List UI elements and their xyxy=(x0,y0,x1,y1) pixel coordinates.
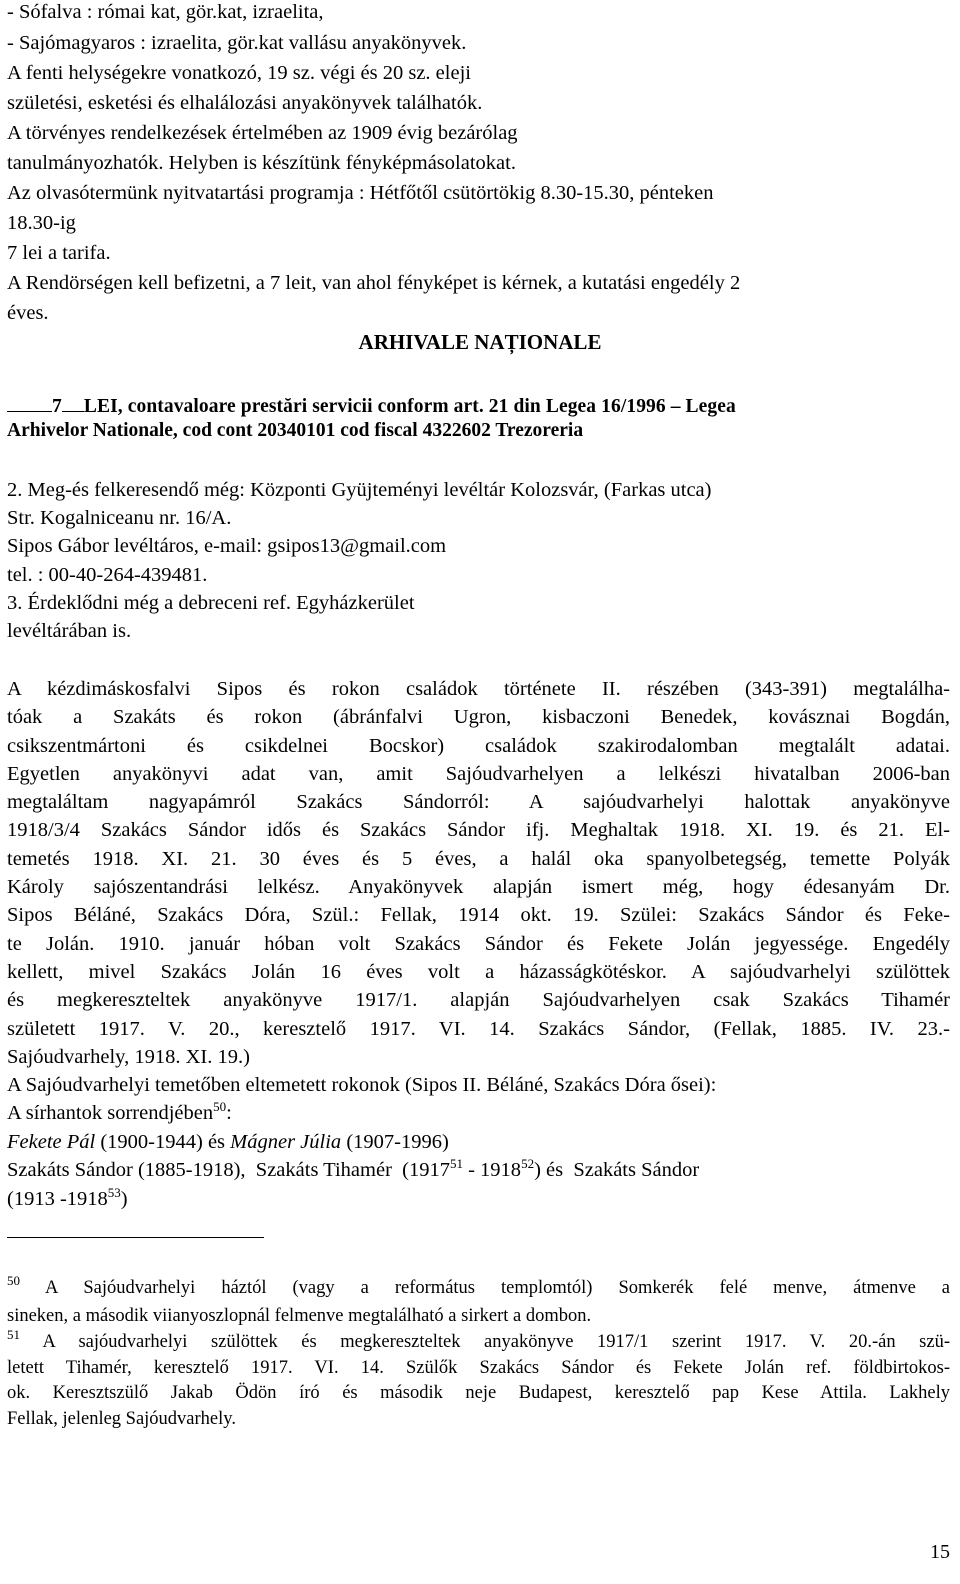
paragraph-line: Károly sajószentandrási lelkész. Anyakönyvek alapján ismert még, hogy édesanyám Dr. xyxy=(7,876,950,898)
archive-fee-number: 7 xyxy=(52,396,62,417)
footnote-line: letett Tihamér, keresztelő 1917. VI. 14. Szülők Szakács Sándor és Fekete Jolán ref. földbirtokos- xyxy=(7,1358,950,1378)
paragraph-line: 1918/3/4 Szakács Sándor idős és Szakács Sándor ifj. Meghaltak 1918. XI. 19. és 21. El- xyxy=(7,819,950,841)
paragraph-line: te Jolán. 1910. január hóban volt Szakács Sándor és Fekete Jolán jegyessége. Engedély xyxy=(7,933,950,955)
text-line: 18.30-ig xyxy=(7,212,76,234)
text-line: éves. xyxy=(7,302,49,324)
footnote-text: A sajóudvarhelyi szülöttek és megkereszteltek anyakönyve 1917/1 szerint 1917. V. 20.-án szü- xyxy=(20,1332,950,1352)
blank-underline xyxy=(62,391,84,412)
page-number: 15 xyxy=(930,1541,950,1563)
text-line xyxy=(7,1101,232,1125)
paragraph-line: csikszentmártoni és csikdelnei Bocskor) családok szakirodalomban megtalált adatai. xyxy=(7,735,950,757)
text-line: - Sófalva : római kat, gör.kat, izraelita, xyxy=(7,1,324,23)
grave-text: - 1918 xyxy=(462,1159,522,1181)
grave-line xyxy=(7,1158,950,1182)
archive-line xyxy=(7,391,736,419)
years-text: (1907-1996) xyxy=(341,1131,449,1153)
footnote-ref[interactable]: 53 xyxy=(107,1185,121,1200)
text-line: 7 lei a tarifa. xyxy=(7,242,111,264)
text-line: tel. : 00-40-264-439481. xyxy=(7,564,208,586)
footnote-ref[interactable]: 51 xyxy=(449,1156,463,1171)
person-name: Fekete Pál xyxy=(7,1131,96,1153)
text-line: A törvényes rendelkezések értelmében az 1909 évig bezárólag xyxy=(7,122,518,144)
footnote-ref[interactable]: 50 xyxy=(213,1099,227,1114)
footnote-line xyxy=(7,1327,950,1353)
paragraph-line: temetés 1918. XI. 21. 30 éves és 5 éves, a halál oka spanyolbetegség, temette Polyák xyxy=(7,848,950,870)
text-line: A Sajóudvarhelyi temetőben eltemetett rokonok (Sipos II. Béláné, Szakács Dóra ősei): xyxy=(7,1074,717,1096)
grave-line xyxy=(7,1187,128,1211)
text-line: 2. Meg-és felkeresendő még: Központi Gyüjteményi levéltár Kolozsvár, (Farkas utca) xyxy=(7,479,712,501)
archive-title: ARHIVALE NAȚIONALE xyxy=(358,330,602,354)
paragraph-line: tóak a Szakáts és rokon (ábránfalvi Ugron, kisbaczoni Benedek, kovásznai Bogdán, xyxy=(7,706,950,728)
paragraph-line: A kézdimáskosfalvi Sipos és rokon családok története II. részében (343-391) megtalálha- xyxy=(7,678,950,700)
footnote-ref[interactable]: 52 xyxy=(521,1156,535,1171)
grave-text: ) és Szakáts Sándor xyxy=(534,1159,700,1181)
paragraph-line: és megkereszteltek anyakönyve 1917/1. alapján Sajóudvarhelyen csak Szakács Tihamér xyxy=(7,989,950,1011)
text-line: - Sajómagyaros : izraelita, gör.kat vallásu anyakönyvek. xyxy=(7,32,467,54)
paragraph-line: megtaláltam nagyapámról Szakács Sándorról: A sajóudvarhelyi halottak anyakönyve xyxy=(7,791,950,813)
footnote-number: 50 xyxy=(7,1273,20,1288)
person-name: Mágner Júlia xyxy=(230,1131,342,1153)
footnote-line: sineken, a második viianyoszlopnál felmenve megtalálható a sirkert a dombon. xyxy=(7,1306,592,1326)
order-text: A sírhantok sorrendjében xyxy=(7,1102,214,1124)
footnote-number: 51 xyxy=(7,1327,20,1342)
text-line: születési, esketési és elhalálozási anyakönyvek találhatók. xyxy=(7,92,483,114)
text-line: A Rendörségen kell befizetni, a 7 leit, van ahol fényképet is kérnek, a kutatási engedély 2 xyxy=(7,272,741,294)
years-text: (1900-1944) és xyxy=(95,1131,231,1153)
footnote-line: ok. Keresztszülő Jakab Ödön író és második neje Budapest, keresztelő pap Kese Attila. Lakhely xyxy=(7,1383,950,1403)
blank-underline xyxy=(7,391,52,412)
grave-text: (1913 -1918 xyxy=(7,1188,108,1210)
grave-line xyxy=(7,1130,449,1154)
footnote-line xyxy=(7,1273,950,1299)
paragraph-line: született 1917. V. 20., keresztelő 1917. VI. 14. Szakács Sándor, (Fellak, 1885. IV. 23.- xyxy=(7,1018,950,1040)
footnote-text: A Sajóudvarhelyi háztól (vagy a református templomtól) Somkerék felé menve, átmenve a xyxy=(20,1278,950,1298)
text-line: Str. Kogalniceanu nr. 16/A. xyxy=(7,507,232,529)
text-line: levéltárában is. xyxy=(7,620,132,642)
order-tail: : xyxy=(226,1102,232,1124)
paragraph-line: Sajóudvarhely, 1918. XI. 19.) xyxy=(7,1046,250,1068)
archive-line-text: LEI, contavaloare prestări servicii conform art. 21 din Legea 16/1996 – Legea xyxy=(83,396,736,417)
footnote-line: Fellak, jelenleg Sajóudvarhely. xyxy=(7,1409,236,1429)
footnote-divider xyxy=(7,1237,264,1238)
grave-text: Szakáts Sándor (1885-1918), Szakáts Tihamér (1917 xyxy=(7,1159,450,1181)
text-line: Sipos Gábor levéltáros, e-mail: gsipos13@gmail.com xyxy=(7,535,447,557)
paragraph-line: Sipos Béláné, Szakács Dóra, Szül.: Fellak, 1914 okt. 19. Szülei: Szakács Sándor és Feke- xyxy=(7,904,950,926)
paragraph-line: kellett, mivel Szakács Jolán 16 éves volt a házasságkötéskor. A sajóudvarhelyi szülöttek xyxy=(7,961,950,983)
text-line: tanulmányozhatók. Helyben is készítünk fényképmásolatokat. xyxy=(7,152,516,174)
text-line: Az olvasótermünk nyitvatartási programja : Hétfőtől csütörtökig 8.30-15.30, pénteken xyxy=(7,182,714,204)
archive-line: Arhivelor Nationale, cod cont 20340101 cod fiscal 4322602 Trezoreria xyxy=(7,420,584,441)
text-line: 3. Érdeklődni még a debreceni ref. Egyházkerület xyxy=(7,592,415,614)
text-line: A fenti helységekre vonatkozó, 19 sz. végi és 20 sz. eleji xyxy=(7,62,471,84)
grave-text: ) xyxy=(120,1188,128,1210)
paragraph-line: Egyetlen anyakönyvi adat van, amit Sajóudvarhelyen a lelkészi hivatalban 2006-ban xyxy=(7,763,950,785)
